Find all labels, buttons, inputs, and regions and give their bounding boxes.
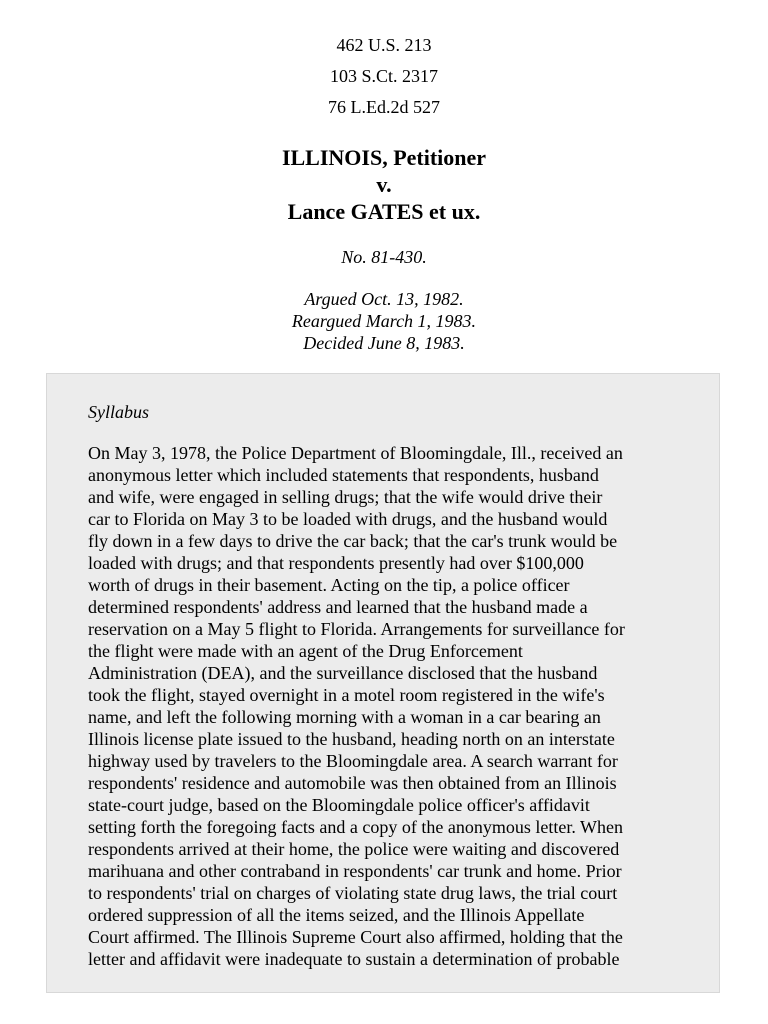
syllabus-box (46, 373, 720, 993)
case-title (0, 144, 768, 225)
citation-supreme-court-reporter: 103 S.Ct. 2317 (329, 66, 439, 86)
date-decided: Decided June 8, 1983. (303, 333, 465, 353)
syllabus-line: Administration (DEA), and the surveillance disclosed that the husband (88, 663, 598, 683)
date-reargued: Reargued March 1, 1983. (291, 311, 477, 331)
syllabus-line: respondents arrived at their home, the police were waiting and discovered (88, 839, 620, 859)
syllabus-line: car to Florida on May 3 to be loaded with drugs, and the husband would (88, 509, 608, 529)
syllabus-line: took the flight, stayed overnight in a motel room registered in the wife's (88, 685, 605, 705)
case-dates (0, 288, 768, 354)
syllabus-line: Illinois license plate issued to the husband, heading north on an interstate (88, 729, 615, 749)
citations (0, 34, 768, 127)
syllabus-line: highway used by travelers to the Bloomingdale area. A search warrant for (88, 751, 618, 771)
syllabus-line: reservation on a May 5 flight to Florida. Arrangements for surveillance for (88, 619, 625, 639)
date-argued: Argued Oct. 13, 1982. (304, 289, 464, 309)
case-versus: v. (376, 172, 392, 197)
syllabus-line: loaded with drugs; and that respondents presently had over $100,000 (88, 553, 584, 573)
syllabus-line: anonymous letter which included statements that respondents, husband (88, 465, 599, 485)
syllabus-body (88, 442, 688, 970)
citation-lawyers-edition: 76 L.Ed.2d 527 (328, 97, 440, 117)
syllabus-line: to respondents' trial on charges of violating state drug laws, the trial court (88, 883, 618, 903)
syllabus-line: setting forth the foregoing facts and a copy of the anonymous letter. When (88, 817, 624, 837)
syllabus-line: fly down in a few days to drive the car back; that the car's trunk would be (88, 531, 618, 551)
syllabus-line: On May 3, 1978, the Police Department of Bloomingdale, Ill., received an (88, 443, 623, 463)
syllabus-line: ordered suppression of all the items seized, and the Illinois Appellate (88, 905, 585, 925)
syllabus-line: and wife, were engaged in selling drugs; that the wife would drive their (88, 487, 603, 507)
syllabus-line: the flight were made with an agent of the Drug Enforcement (88, 641, 523, 661)
syllabus-line: determined respondents' address and learned that the husband made a (88, 597, 588, 617)
syllabus-line: state-court judge, based on the Bloomingdale police officer's affidavit (88, 795, 590, 815)
syllabus-line: respondents' residence and automobile was then obtained from an Illinois (88, 773, 617, 793)
docket-number: No. 81-430. (341, 247, 427, 267)
syllabus-heading: Syllabus (88, 402, 149, 422)
syllabus-line: letter and affidavit were inadequate to sustain a determination of probable (88, 949, 620, 969)
syllabus-line: worth of drugs in their basement. Acting on the tip, a police officer (88, 575, 570, 595)
syllabus-line: Court affirmed. The Illinois Supreme Court also affirmed, holding that the (88, 927, 623, 947)
case-respondent: Lance GATES et ux. (287, 199, 481, 224)
syllabus-line: name, and left the following morning with a woman in a car bearing an (88, 707, 601, 727)
syllabus-line: marihuana and other contraband in respondents' car trunk and home. Prior (88, 861, 622, 881)
case-petitioner: ILLINOIS, Petitioner (281, 145, 487, 170)
citation-us-reports: 462 U.S. 213 (336, 35, 432, 55)
